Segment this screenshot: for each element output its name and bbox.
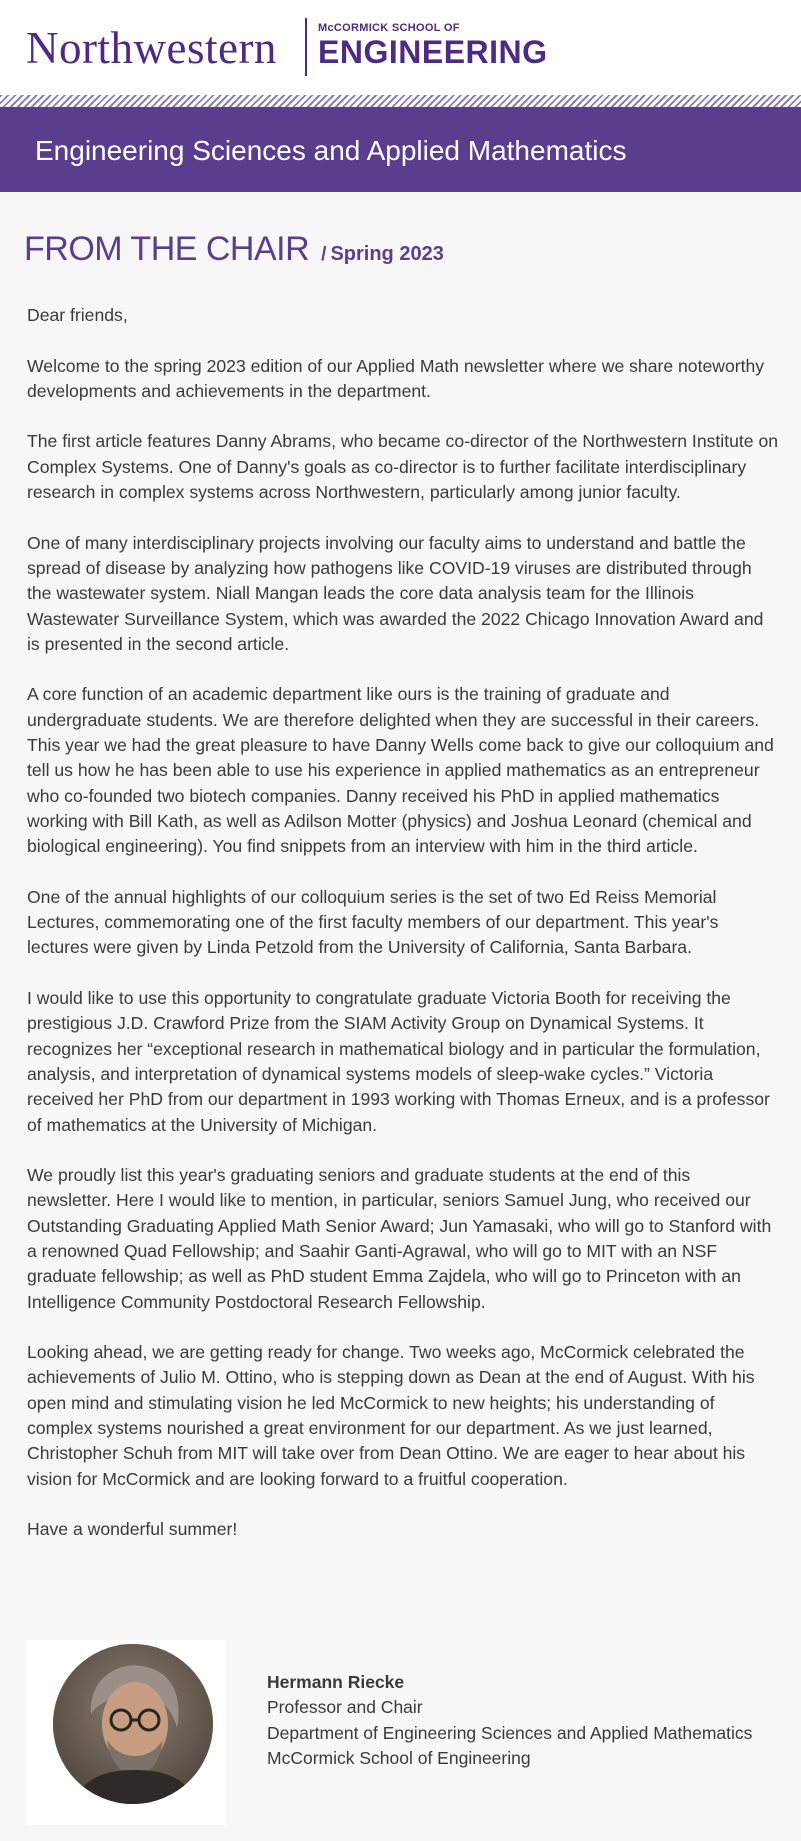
department-banner [0,107,801,192]
letter-paragraph: One of many interdisciplinary projects involving our faculty aims to understand and battle the spread of disease by analyzing how pathogens like COVID-19 viruses are distributed through the wastewater system. Niall Mangan leads the core data analysis team for the Illinois Wastewater Surveillance System, which was awarded the 2022 Chicago Innovation Award and is presented in the second article. [27,532,764,654]
letter-paragraph: I would like to use this opportunity to congratulate graduate Victoria Booth for receiving the prestigious J.D. Crawford Prize from the SIAM Activity Group on Dynamical Systems. It recognizes her “exceptional research in mathematical biology and in particular the formulation, analysis, and interpretation of dynamical systems models of sleep-wake cycles.” Victoria received her PhD from our department in 1993 working with Thomas Erneux, and is a professor of mathematics at the University of Michigan. [27,988,770,1135]
issue-season: Spring 2023 [330,243,444,265]
letter-paragraph: A core function of an academic department like ours is the training of graduate and undergraduate students. We are therefore delighted when they are successful in their careers. This year we had the great pleasure to have Danny Wells come back to give our colloquium and tell us how he has been able to use his experience in applied mathematics as an entrepreneur who co-founded two biotech companies. Danny received his PhD in applied mathematics working with Bill Kath, as well as Adilson Motter (physics) and Joshua Leonard (chemical and biological engineering). You find snippets from an interview with him in the third article. [27,684,774,857]
letter-paragraph: One of the annual highlights of our colloquium series is the set of two Ed Reiss Memorial Lectures, commemorating one of the first faculty members of our department. This year's lectures were given by Linda Petzold from the University of California, Santa Barbara. [27,886,719,958]
letter-paragraph: Dear friends, [27,305,128,325]
northwestern-wordmark[interactable]: Northwestern [26,23,277,73]
chair-letter [27,303,779,1568]
signer-department: Department of Engineering Sciences and Applied Mathematics [267,1722,753,1743]
letter-paragraph: We proudly list this year's graduating seniors and graduate students at the end of this newsletter. Here I would like to mention, in particular, seniors Samuel Jung, who received our Outstanding Graduating Applied Math Senior Award; Jun Yamasaki, who will go to Stanford with a renowned Quad Fellowship; and Saahir Ganti-Agrawal, who will go to MIT with an NSF graduate fellowship; as well as PhD student Emma Zajdela, who will go to Princeton with an Intelligence Community Postdoctoral Research Fellowship. [27,1165,772,1312]
letter-paragraph: Looking ahead, we are getting ready for change. Two weeks ago, McCormick celebrated the achievements of Julio M. Ottino, who is stepping down as Dean at the end of August. With his open mind and stimulating vision he led McCormick to new heights; his understanding of complex systems nourished a great environment for our department. As we just learned, Christopher Schuh from MIT will take over from Dean Ottino. We are eager to hear about his vision for McCormick and are looking forward to a fruitful cooperation. [27,1342,755,1489]
department-title: Engineering Sciences and Applied Mathematics [35,135,627,166]
letter-paragraph: The first article features Danny Abrams, who became co-director of the Northwestern Institute on Complex Systems. One of Danny's goals as co-director is to further facilitate interdisciplinary research in complex systems across Northwestern, particularly among junior faculty. [27,431,779,503]
section-title: FROM THE CHAIR [24,230,310,268]
portrait-frame [26,1640,226,1825]
signer-school: McCormick School of Engineering [267,1747,531,1768]
letter-paragraph: Welcome to the spring 2023 edition of our Applied Math newsletter where we share noteworthy developments and achievements in the department. [27,355,765,401]
school-name-large[interactable]: ENGINEERING [318,34,548,70]
decorative-stripe [0,95,801,107]
section-heading [24,230,444,269]
section-separator: / [321,244,327,265]
signer-title: Professor and Chair [267,1697,423,1718]
school-name-small: McCORMICK SCHOOL OF [318,22,460,34]
logo-divider [305,18,307,76]
signer-name: Hermann Riecke [267,1672,405,1692]
signature-block [267,1670,767,1771]
person-photo-icon [53,1644,213,1804]
letter-paragraph: Have a wonderful summer! [27,1519,238,1540]
masthead [0,0,801,95]
